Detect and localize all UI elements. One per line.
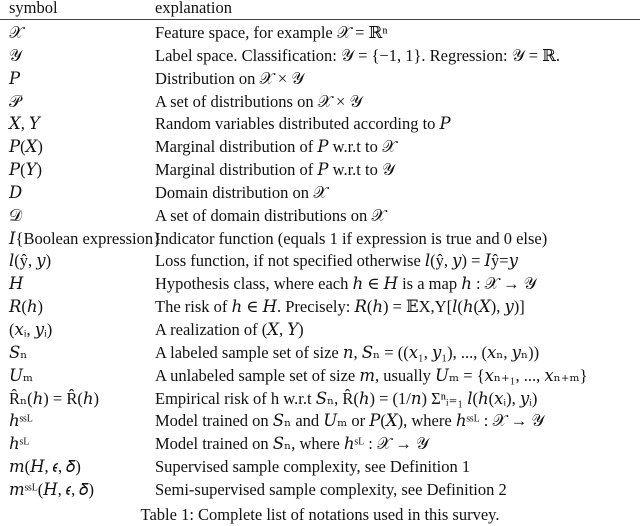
explanation-cell: Label space. Classification: 𝒴 = {−1, 1}. Regression: 𝒴 = ℝ.	[155, 45, 561, 65]
explanation-cell: Model trained on 𝑆ₙ, where ℎˢᴸ : 𝒳 → 𝒴	[155, 434, 429, 454]
table-caption: Table 1: Complete list of notations used in this survey.	[140, 505, 500, 524]
table-row	[0, 479, 640, 502]
symbol-cell: 𝑚(𝐻, 𝜖, 𝛿)	[9, 457, 81, 477]
symbol-cell: 𝑋, 𝑌	[9, 114, 40, 134]
explanation-cell: Model trained on 𝑆ₙ and 𝑈ₘ or 𝑃(𝑋), where ℎˢˢᴸ : 𝒳 → 𝒴	[155, 411, 545, 431]
table-header	[0, 0, 640, 20]
explanation-cell: A unlabeled sample set of size 𝑚, usually 𝑈ₘ = {𝑥ₙ₊₁, ..., 𝑥ₙ₊ₘ}	[155, 365, 588, 385]
explanation-cell: Marginal distribution of 𝑃 w.r.t to 𝒳	[155, 137, 397, 157]
explanation-cell: Marginal distribution of 𝑃 w.r.t to 𝒴	[155, 160, 395, 180]
table-row	[0, 296, 640, 319]
symbol-cell: 𝑈ₘ	[9, 365, 34, 385]
symbol-cell: 𝑅(ℎ)	[9, 297, 44, 317]
symbol-cell: 𝒳	[9, 23, 24, 42]
symbol-cell: 𝒫	[9, 91, 21, 111]
explanation-cell: A set of distributions on 𝒳 × 𝒴	[155, 91, 363, 111]
symbol-cell: 𝐷	[9, 182, 23, 202]
explanation-cell: Feature space, for example 𝒳 = ℝⁿ	[155, 23, 388, 42]
table-row	[0, 159, 640, 182]
header-explanation: explanation	[155, 0, 232, 17]
symbol-cell: 𝑚ˢˢᴸ(𝐻, 𝜖, 𝛿)	[9, 479, 95, 499]
table-row	[0, 342, 640, 365]
explanation-cell: The risk of ℎ ∈ 𝐻. Precisely: 𝑅(ℎ) = 𝔼X,Y[𝑙(ℎ(𝑋), 𝑦)]	[155, 297, 525, 317]
table-row	[0, 273, 640, 296]
explanation-cell: Indicator function (equals 1 if expression is true and 0 else)	[155, 228, 548, 248]
header-rule	[0, 19, 640, 20]
table-row	[0, 205, 640, 228]
explanation-cell: A labeled sample set of size 𝑛, 𝑆ₙ = ((𝑥₁, 𝑦₁), ..., (𝑥ₙ, 𝑦ₙ))	[155, 342, 540, 362]
table-row	[0, 91, 640, 114]
header-symbol: symbol	[9, 0, 58, 17]
table-row	[0, 228, 640, 251]
symbol-cell: 𝑆ₙ	[9, 342, 28, 362]
symbol-cell: 𝒟	[9, 205, 23, 225]
table-row	[0, 45, 640, 68]
explanation-cell: Semi-supervised sample complexity, see Definition 2	[155, 479, 507, 499]
table-row	[0, 113, 640, 136]
explanation-cell: Random variables distributed according to 𝑃	[155, 114, 451, 134]
symbol-cell: 𝐻	[9, 274, 24, 294]
symbol-cell: 𝑃(𝑋)	[9, 137, 43, 157]
symbol-cell: ℎˢᴸ	[9, 434, 30, 454]
table-row	[0, 22, 640, 45]
table-row	[0, 433, 640, 456]
explanation-cell: Domain distribution on 𝒳	[155, 182, 328, 202]
table-row	[0, 136, 640, 159]
symbol-cell: (𝑥ᵢ, 𝑦ᵢ)	[9, 319, 53, 339]
table-row	[0, 68, 640, 91]
explanation-cell: Loss function, if not specified otherwise 𝑙(ŷ, 𝑦) = 𝐼ŷ=𝑦	[155, 251, 518, 271]
symbol-cell: 𝒴	[9, 45, 22, 65]
explanation-cell: Empirical risk of h w.r.t 𝑆ₙ, R̂(ℎ) = (1/𝑛) Σⁿᵢ₌₁ 𝑙(ℎ(𝑥ᵢ), 𝑦ᵢ)	[155, 388, 538, 408]
symbol-cell: ℎˢˢᴸ	[9, 411, 33, 431]
explanation-cell: A realization of (𝑋, 𝑌)	[155, 319, 304, 339]
symbol-cell: 𝐼{Boolean expression}	[9, 228, 162, 248]
symbol-cell: 𝑃(𝑌)	[9, 160, 42, 180]
symbol-cell: 𝑙(ŷ, 𝑦)	[9, 251, 52, 271]
table-row	[0, 250, 640, 273]
table-row	[0, 456, 640, 479]
explanation-cell: Supervised sample complexity, see Definition 1	[155, 457, 471, 477]
explanation-cell: Hypothesis class, where each ℎ ∈ 𝐻 is a map ℎ : 𝒳 → 𝒴	[155, 274, 537, 294]
symbol-cell: R̂ₙ(ℎ) = R̂(ℎ)	[9, 388, 99, 408]
notation-table-body	[0, 22, 640, 502]
explanation-cell: Distribution on 𝒳 × 𝒴	[155, 68, 305, 88]
table-row	[0, 182, 640, 205]
symbol-cell: 𝑃	[9, 68, 21, 88]
table-row	[0, 388, 640, 411]
table-row	[0, 319, 640, 342]
table-row	[0, 410, 640, 433]
table-row	[0, 365, 640, 388]
explanation-cell: A set of domain distributions on 𝒳	[155, 205, 386, 225]
